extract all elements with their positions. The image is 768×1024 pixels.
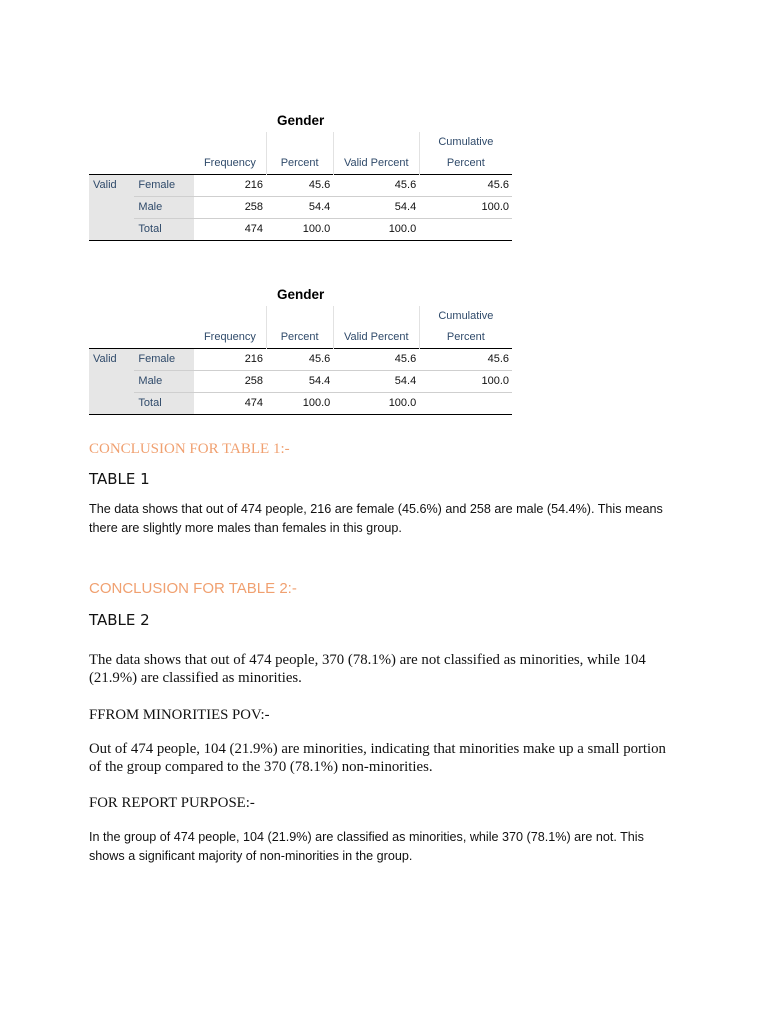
cell-percent: 45.6	[266, 349, 333, 371]
cell-valid-percent: 45.6	[333, 175, 419, 197]
cell-frequency: 474	[194, 219, 266, 241]
row-label: Total	[134, 219, 194, 241]
table-row	[89, 219, 512, 241]
cell-valid-percent: 45.6	[333, 349, 419, 371]
table-1-label: TABLE 1	[89, 470, 150, 488]
header-frequency: Frequency	[203, 157, 256, 169]
table-row	[89, 371, 512, 393]
header-cumulative-top: Cumulative	[419, 132, 512, 153]
header-valid-percent: Valid Percent	[333, 327, 419, 349]
cell-cumulative: 100.0	[419, 371, 512, 393]
frequency-table	[89, 132, 512, 241]
table-row	[89, 349, 512, 371]
cell-frequency: 216	[194, 349, 266, 371]
cell-percent: 54.4	[266, 371, 333, 393]
table-title: Gender	[277, 287, 325, 302]
cell-cumulative	[419, 393, 512, 415]
row-label: Male	[134, 197, 194, 219]
minorities-heading: FFROM MINORITIES POV:-	[89, 707, 270, 723]
cell-frequency: 216	[194, 175, 266, 197]
cell-cumulative: 45.6	[419, 175, 512, 197]
cell-percent: 45.6	[266, 175, 333, 197]
conclusion-1-heading: CONCLUSION FOR TABLE 1:-	[89, 441, 290, 457]
header-cumulative-top: Cumulative	[419, 306, 512, 327]
header-percent: Percent	[266, 153, 333, 175]
cell-valid-percent: 54.4	[333, 371, 419, 393]
cell-cumulative	[419, 219, 512, 241]
table-2-body: The data shows that out of 474 people, 370 (78.1%) are not classified as minorities, while 104 (21.9%) are classified as minorities.	[89, 652, 646, 686]
table-row	[89, 175, 512, 197]
cell-percent: 54.4	[266, 197, 333, 219]
table-row	[89, 197, 512, 219]
table-title: Gender	[277, 113, 325, 128]
cell-valid-percent: 100.0	[333, 393, 419, 415]
conclusion-2-heading: CONCLUSION FOR TABLE 2:-	[89, 580, 297, 597]
frequency-table	[89, 306, 512, 415]
cell-valid-percent: 100.0	[333, 219, 419, 241]
cell-cumulative: 45.6	[419, 349, 512, 371]
group-label: Valid	[89, 175, 134, 197]
gender-table-2	[89, 284, 512, 415]
header-frequency: Frequency	[203, 331, 256, 343]
minorities-body: Out of 474 people, 104 (21.9%) are minorities, indicating that minorities make up a small portion of the group compared to the 370 (78.1%) non-minorities.	[89, 741, 666, 775]
cell-percent: 100.0	[266, 393, 333, 415]
cell-frequency: 474	[194, 393, 266, 415]
header-percent: Percent	[266, 327, 333, 349]
table-row	[89, 393, 512, 415]
header-valid-percent: Valid Percent	[333, 153, 419, 175]
header-cumulative-bottom: Percent	[419, 327, 512, 349]
cell-valid-percent: 54.4	[333, 197, 419, 219]
report-body: In the group of 474 people, 104 (21.9%) are classified as minorities, while 370 (78.1%) are not. This shows a significant majority of non-minorities in the group.	[89, 830, 644, 863]
row-label: Female	[134, 349, 194, 371]
row-label: Female	[134, 175, 194, 197]
header-cumulative-bottom: Percent	[419, 153, 512, 175]
gender-table-1	[89, 110, 512, 241]
cell-cumulative: 100.0	[419, 197, 512, 219]
group-label: Valid	[89, 349, 134, 371]
cell-frequency: 258	[194, 197, 266, 219]
table-2-label: TABLE 2	[89, 611, 150, 629]
table-1-body: The data shows that out of 474 people, 216 are female (45.6%) and 258 are male (54.4%). This means there are slightly more males than females in this group.	[89, 502, 663, 535]
cell-percent: 100.0	[266, 219, 333, 241]
row-label: Male	[134, 371, 194, 393]
report-heading: FOR REPORT PURPOSE:-	[89, 795, 255, 811]
row-label: Total	[134, 393, 194, 415]
cell-frequency: 258	[194, 371, 266, 393]
